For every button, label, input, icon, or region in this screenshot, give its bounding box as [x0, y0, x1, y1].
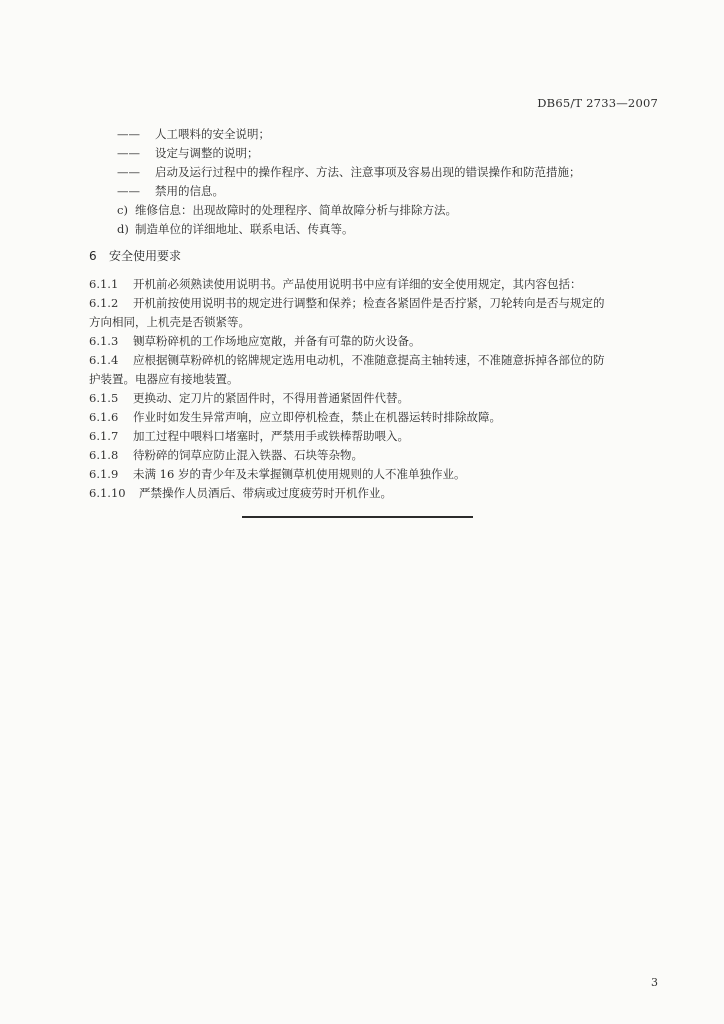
clause-text: 更换动、定刀片的紧固件时，不得用普通紧固件代替。: [133, 391, 409, 405]
list-dash: ——: [117, 146, 140, 160]
clause-text: 待粉碎的饲草应防止混入铁器、石块等杂物。: [133, 448, 363, 462]
clause-number: 6.1.2: [89, 296, 119, 310]
item-text: 维修信息：出现故障时的处理程序、简单故障分析与排除方法。: [135, 203, 457, 217]
clause-text: 开机前必须熟读使用说明书。产品使用说明书中应有详细的安全使用规定，其内容包括：: [133, 277, 582, 291]
section-number: 6: [89, 249, 97, 263]
clause-number: 6.1.4: [89, 353, 119, 367]
clause-number: 6.1.7: [89, 429, 119, 443]
list-dash: ——: [117, 184, 140, 198]
list-dash: ——: [117, 127, 140, 141]
item-text: 制造单位的详细地址、联系电话、传真等。: [135, 222, 354, 236]
page-number: 3: [651, 976, 658, 989]
clause-6-1-9: [89, 467, 465, 482]
clause-number: 6.1.3: [89, 334, 119, 348]
end-rule: [242, 516, 473, 518]
section-title: 安全使用要求: [109, 249, 182, 263]
clause-6-1-7: [89, 429, 409, 444]
list-dash: ——: [117, 165, 140, 179]
clause-text: 开机前按使用说明书的规定进行调整和保养；检查各紧固件是否拧紧，刀轮转向是否与规定的: [133, 296, 605, 310]
clause-6-1-10: [89, 486, 392, 501]
item-marker: c): [117, 203, 128, 217]
list-item-text: 禁用的信息。: [155, 184, 224, 198]
section-heading: [89, 247, 181, 264]
lettered-item: [117, 222, 354, 237]
clause-text: 严禁操作人员酒后、带病或过度疲劳时开机作业。: [139, 486, 392, 500]
clause-number: 6.1.8: [89, 448, 119, 462]
list-item: [117, 127, 270, 142]
clause-number: 6.1.5: [89, 391, 119, 405]
clause-continuation: 方向相同，上机壳是否锁紧等。: [89, 315, 250, 329]
standard-code-header: DB65/T 2733—2007: [537, 96, 658, 110]
clause-6-1-3: [89, 334, 421, 349]
item-marker: d): [117, 222, 129, 236]
clause-6-1-2: [89, 296, 605, 311]
clause-text: 铡草粉碎机的工作场地应宽敞，并备有可靠的防火设备。: [133, 334, 421, 348]
clause-text: 应根据铡草粉碎机的铭牌规定选用电动机，不准随意提高主轴转速，不准随意拆掉各部位的防: [133, 353, 605, 367]
clause-6-1-5: [89, 391, 409, 406]
list-item-text: 人工喂料的安全说明；: [155, 127, 270, 141]
clause-continuation: 护装置。电器应有接地装置。: [89, 372, 239, 386]
list-item-text: 启动及运行过程中的操作程序、方法、注意事项及容易出现的错误操作和防范措施；: [155, 165, 581, 179]
clause-6-1-4: [89, 353, 605, 368]
clause-number: 6.1.9: [89, 467, 119, 481]
clause-6-1-1: [89, 277, 582, 292]
clause-6-1-6: [89, 410, 501, 425]
clause-number: 6.1.6: [89, 410, 119, 424]
lettered-item: [117, 203, 457, 218]
list-item: [117, 165, 581, 180]
clause-6-1-8: [89, 448, 363, 463]
clause-text: 加工过程中喂料口堵塞时，严禁用手或铁棒帮助喂入。: [133, 429, 409, 443]
clause-number: 6.1.10: [89, 486, 126, 500]
clause-number: 6.1.1: [89, 277, 119, 291]
clause-text: 未满 16 岁的青少年及未掌握铡草机使用规则的人不准单独作业。: [133, 467, 466, 481]
list-item: [117, 146, 259, 161]
clause-text: 作业时如发生异常声响，应立即停机检查，禁止在机器运转时排除故障。: [133, 410, 501, 424]
list-item-text: 设定与调整的说明；: [155, 146, 259, 160]
list-item: [117, 184, 224, 199]
